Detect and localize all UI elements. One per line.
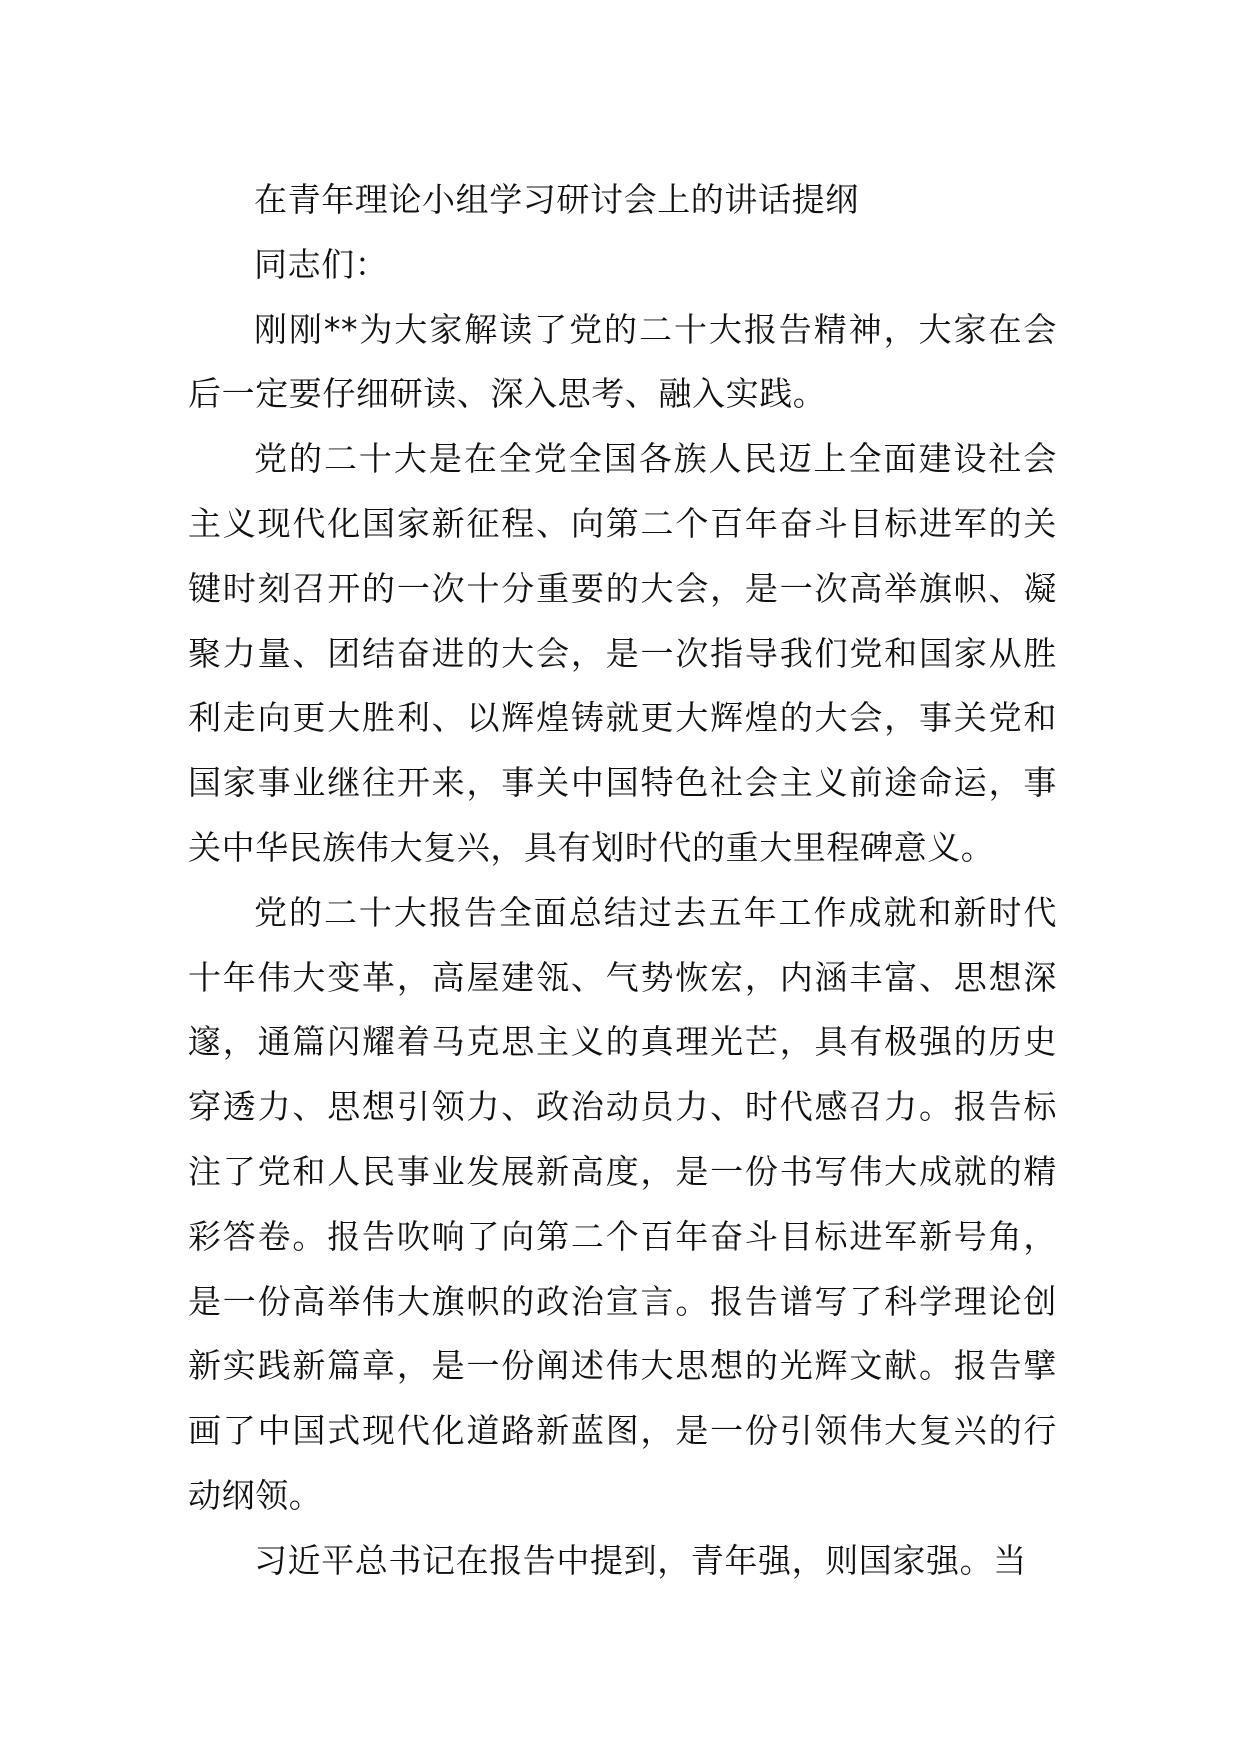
paragraph-4: 习近平总书记在报告中提到，青年强，则国家强。当 bbox=[254, 1540, 1027, 1580]
paragraph-3: 党的二十大报告全面总结过去五年工作成就和新时代十年伟大变革，高屋建瓴、气势恢宏，内涵丰富、思想深邃，通篇闪耀着马克思主义的真理光芒，具有极强的历史穿透力、思想引领力、政治动员力、时代感召力。报告标注了党和人民事业发展新高度，是一份书写伟大成就的精彩答卷。报告吹响了向第二个百年奋斗目标进军新号角，是一份高举伟大旗帜的政治宣言。报告谱写了科学理论创新实践新篇章，是一份阐述伟大思想的光辉文献。报告擘画了中国式现代化道路新蓝图，是一份引领伟大复兴的行动纲领。 bbox=[188, 892, 1057, 1515]
document-title: 在青年理论小组学习研讨会上的讲话提纲 bbox=[254, 180, 859, 219]
document-body bbox=[188, 168, 1057, 1594]
paragraph-2: 党的二十大是在全党全国各族人民迈上全面建设社会主义现代化国家新征程、向第二个百年奋斗目标进军的关键时刻召开的一次十分重要的大会，是一次高举旗帜、凝聚力量、团结奋进的大会，是一次指导我们党和国家从胜利走向更大胜利、以辉煌铸就更大辉煌的大会，事关党和国家事业继往开来，事关中国特色社会主义前途命运，事关中华民族伟大复兴，具有划时代的重大里程碑意义。 bbox=[188, 439, 1057, 867]
paragraph-1: 刚刚**为大家解读了党的二十大报告精神，大家在会后一定要仔细研读、深入思考、融入实践。 bbox=[188, 309, 1057, 414]
greeting: 同志们： bbox=[254, 244, 389, 284]
